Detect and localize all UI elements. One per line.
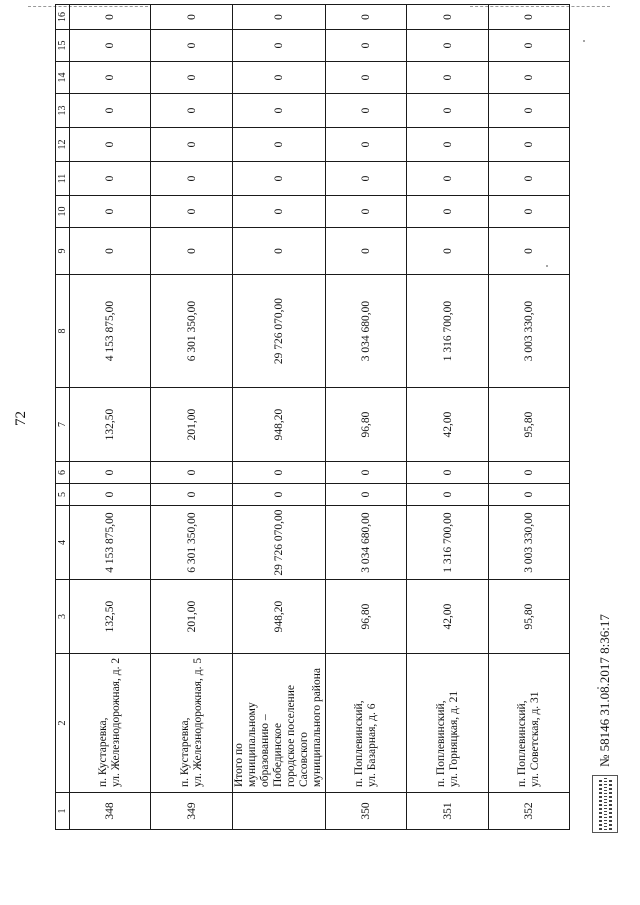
address-cell: [407, 654, 488, 793]
value-cell: 0: [151, 462, 232, 484]
column-header: 4: [56, 506, 70, 580]
value-cell: 29 726 070,00: [232, 275, 325, 388]
value-cell: 3 034 680,00: [326, 275, 407, 388]
registration-stamp: [583, 583, 627, 833]
column-header: 13: [56, 94, 70, 128]
value-cell: 4 153 875,00: [70, 506, 151, 580]
value-cell: 4 153 875,00: [70, 275, 151, 388]
row-number-cell: [232, 793, 325, 830]
value-cell: 0: [70, 128, 151, 162]
address-line: п. Кустаревка,: [178, 717, 191, 787]
address-line: п. Поплевинский,: [515, 700, 528, 787]
value-cell: 0: [407, 94, 488, 128]
header-row: [56, 5, 70, 830]
value-cell: 0: [488, 94, 569, 128]
address-line: ул. Базарная, д. 6: [366, 703, 379, 787]
value-cell: 0: [407, 128, 488, 162]
value-cell: 132,50: [70, 388, 151, 462]
value-cell: 0: [70, 94, 151, 128]
value-cell: 0: [232, 62, 325, 94]
address-cell: [326, 654, 407, 793]
value-cell: 0: [151, 5, 232, 30]
value-cell: 0: [232, 5, 325, 30]
address-line: п. Поплевинский,: [434, 700, 447, 787]
column-header: 11: [56, 162, 70, 196]
value-cell: 6 301 350,00: [151, 506, 232, 580]
value-cell: 0: [70, 162, 151, 196]
value-cell: 0: [407, 228, 488, 275]
value-cell: 0: [326, 196, 407, 228]
value-cell: 0: [326, 228, 407, 275]
value-cell: 0: [407, 196, 488, 228]
column-header: 16: [56, 5, 70, 30]
value-cell: 0: [70, 484, 151, 506]
value-cell: 0: [151, 128, 232, 162]
value-cell: 0: [232, 462, 325, 484]
value-cell: 95,80: [488, 388, 569, 462]
value-cell: 0: [407, 162, 488, 196]
value-cell: 0: [151, 228, 232, 275]
value-cell: 948,20: [232, 388, 325, 462]
address-line: ул. Железнодорожная, д. 5: [191, 657, 204, 787]
value-cell: 0: [488, 162, 569, 196]
value-cell: 0: [232, 94, 325, 128]
table-row: [488, 5, 569, 830]
value-cell: 42,00: [407, 580, 488, 654]
value-cell: 0: [70, 196, 151, 228]
value-cell: 0: [232, 128, 325, 162]
value-cell: 0: [232, 484, 325, 506]
column-header: 6: [56, 462, 70, 484]
value-cell: 6 301 350,00: [151, 275, 232, 388]
stamp-logo-image: [592, 775, 618, 833]
value-cell: 0: [488, 5, 569, 30]
value-cell: 0: [488, 62, 569, 94]
value-cell: 948,20: [232, 580, 325, 654]
total-row: [232, 5, 325, 830]
value-cell: 201,00: [151, 388, 232, 462]
address-line: муниципального района: [311, 668, 324, 787]
row-number-cell: 352: [488, 793, 569, 830]
value-cell: 0: [151, 62, 232, 94]
address-line: Итого по муниципальному: [233, 702, 259, 787]
value-cell: 0: [407, 462, 488, 484]
value-cell: 0: [407, 484, 488, 506]
data-table: [55, 4, 570, 830]
value-cell: 0: [151, 30, 232, 62]
column-header: 15: [56, 30, 70, 62]
address-line: ул. Железнодорожная, д. 2: [110, 657, 123, 787]
value-cell: 96,80: [326, 580, 407, 654]
value-cell: 0: [407, 30, 488, 62]
value-cell: 0: [232, 162, 325, 196]
value-cell: 0: [407, 62, 488, 94]
table-row: [407, 5, 488, 830]
stamp-number: № 58146 31.08.2017 8:36:17: [597, 614, 612, 767]
address-cell: [488, 654, 569, 793]
value-cell: 0: [70, 462, 151, 484]
value-cell: 0: [326, 5, 407, 30]
address-line: ул. Советская, д. 31: [528, 691, 541, 787]
column-header: 3: [56, 580, 70, 654]
address-cell: [151, 654, 232, 793]
value-cell: 0: [326, 128, 407, 162]
value-cell: 0: [488, 228, 569, 275]
value-cell: 132,50: [70, 580, 151, 654]
address-line: ул. Горняцкая, д. 21: [447, 690, 460, 787]
address-line: п. Кустаревка,: [97, 717, 110, 787]
table-row: [151, 5, 232, 830]
value-cell: 0: [326, 94, 407, 128]
column-header: 5: [56, 484, 70, 506]
value-cell: 0: [151, 162, 232, 196]
value-cell: 1 316 700,00: [407, 275, 488, 388]
value-cell: 0: [151, 94, 232, 128]
row-number-cell: 348: [70, 793, 151, 830]
row-number-cell: 350: [326, 793, 407, 830]
value-cell: 95,80: [488, 580, 569, 654]
value-cell: 0: [488, 484, 569, 506]
address-line: п. Поплевинский,: [353, 700, 366, 787]
value-cell: 96,80: [326, 388, 407, 462]
address-cell: [232, 654, 325, 793]
value-cell: 0: [151, 484, 232, 506]
page-number: [4, 398, 38, 438]
value-cell: 0: [488, 128, 569, 162]
value-cell: 0: [488, 462, 569, 484]
address-line: городское поселение Сасовского: [285, 685, 311, 787]
value-cell: 0: [407, 5, 488, 30]
value-cell: 0: [232, 196, 325, 228]
column-header: 12: [56, 128, 70, 162]
value-cell: 1 316 700,00: [407, 506, 488, 580]
column-header: 1: [56, 793, 70, 830]
value-cell: 0: [232, 228, 325, 275]
value-cell: 0: [326, 62, 407, 94]
value-cell: 29 726 070,00: [232, 506, 325, 580]
value-cell: 3 003 330,00: [488, 275, 569, 388]
column-header: 10: [56, 196, 70, 228]
table-row: [326, 5, 407, 830]
value-cell: 0: [151, 196, 232, 228]
value-cell: 201,00: [151, 580, 232, 654]
value-cell: 0: [326, 30, 407, 62]
row-number-cell: 349: [151, 793, 232, 830]
value-cell: 3 003 330,00: [488, 506, 569, 580]
address-line: образованию – Побединское: [259, 714, 285, 787]
value-cell: 0: [70, 5, 151, 30]
column-header: 9: [56, 228, 70, 275]
value-cell: 0: [70, 62, 151, 94]
page-number-text: 72: [12, 410, 29, 426]
value-cell: 0: [70, 228, 151, 275]
value-cell: 0: [70, 30, 151, 62]
value-cell: 3 034 680,00: [326, 506, 407, 580]
column-header: 8: [56, 275, 70, 388]
column-header: 7: [56, 388, 70, 462]
scan-speck: [583, 40, 585, 42]
value-cell: 0: [326, 484, 407, 506]
table-row: [70, 5, 151, 830]
value-cell: 42,00: [407, 388, 488, 462]
value-cell: 0: [326, 162, 407, 196]
column-header: 2: [56, 654, 70, 793]
value-cell: 0: [232, 30, 325, 62]
value-cell: 0: [488, 196, 569, 228]
table-container: [55, 12, 570, 830]
value-cell: 0: [488, 30, 569, 62]
address-cell: [70, 654, 151, 793]
value-cell: 0: [326, 462, 407, 484]
row-number-cell: 351: [407, 793, 488, 830]
column-header: 14: [56, 62, 70, 94]
